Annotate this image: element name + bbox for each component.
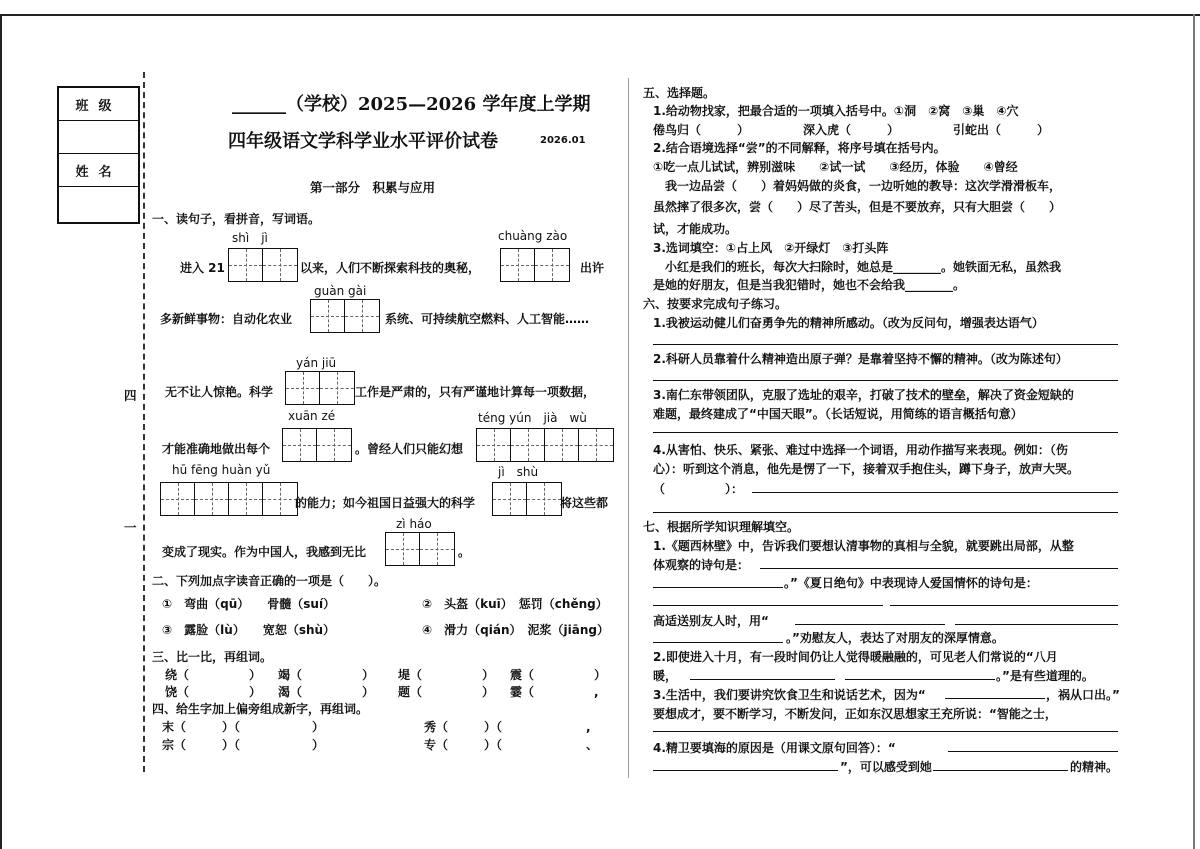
exam-title-line2: 四年级语文学科学业水平评价试卷 xyxy=(228,131,498,152)
exam-title-line1: ______（学校）2025—2026 学年度上学期 xyxy=(232,94,591,115)
answer-line[interactable] xyxy=(653,344,1118,345)
q2-option-1[interactable]: ① 弯曲（qū） 骨髓（suí） xyxy=(162,597,336,611)
q5-line: 试，才能成功。 xyxy=(653,222,738,236)
answer-line[interactable] xyxy=(653,587,783,588)
q3-item[interactable]: 震（ ） xyxy=(510,668,607,682)
q5-line: 3.选词填空：①占上风 ②开绿灯 ③打头阵 xyxy=(653,241,889,255)
name-field[interactable] xyxy=(59,187,138,219)
q7-line: ，祸从口出。” xyxy=(1046,688,1120,702)
q5-line[interactable]: 我一边品尝（ ）着妈妈做的炎食，一边听她的教导：这次学滑滑板车， xyxy=(653,179,1062,193)
pinyin-5: xuān zé xyxy=(288,409,336,423)
q7-line: 体观察的诗句是： xyxy=(653,558,750,572)
q1-s6a: 变成了现实。作为中国人，我感到无比 xyxy=(162,545,367,559)
q6-line[interactable]: （ ）： xyxy=(653,482,744,496)
binding-line xyxy=(143,72,145,772)
top-border xyxy=(0,14,1200,16)
student-info-box xyxy=(57,86,140,224)
q7-line: 。”劝慰友人，表达了对朋友的深厚情意。 xyxy=(786,631,1004,645)
q6-line: 3.南仁东带领团队，克服了选址的艰辛，打破了技术的壁垒，解决了资金短缺的 xyxy=(653,388,1074,402)
answer-line[interactable] xyxy=(890,605,1118,606)
q2-option-4[interactable]: ④ 滑力（qián） 泥浆（jiāng） xyxy=(422,623,609,637)
q6-line: 4.从害怕、快乐、紧张、难过中选择一个词语，用动作描写来表现。例如：（伤 xyxy=(653,443,1068,457)
pinyin-4: yán jiū xyxy=(296,356,337,370)
answer-line[interactable] xyxy=(933,770,1068,771)
pinyin-7: hū fēng huàn yǔ xyxy=(172,463,271,477)
grid-jishu[interactable] xyxy=(492,482,562,516)
q2-title: 二、下列加点字读音正确的一项是（ ）。 xyxy=(152,574,387,588)
answer-line[interactable] xyxy=(653,642,783,643)
q1-s4b: 。曾经人们只能幻想 xyxy=(355,442,464,456)
q1-s1b: 以来，人们不断探索科技的奥秘， xyxy=(300,261,481,275)
grid-shiji[interactable] xyxy=(228,248,298,282)
q7-line: 高适送别友人时，用“ xyxy=(653,614,769,628)
q1-s4a: 才能准确地做出每个 xyxy=(162,442,271,456)
q7-line: ”，可以感受到她 xyxy=(840,760,932,774)
grid-yanjiu[interactable] xyxy=(285,371,355,405)
q1-s1a: 进入 21 xyxy=(180,261,225,275)
q6-line: 难题，最终建成了“中国天眼”。（长话短说，用简练的语言概括句意） xyxy=(653,407,1023,421)
grid-xuanze[interactable] xyxy=(282,428,352,462)
grid-tengyunjiawu[interactable] xyxy=(476,428,614,462)
q4-title: 四、给生字加上偏旁组成新字，再组词。 xyxy=(152,702,369,716)
answer-line[interactable] xyxy=(653,731,1118,732)
q4-item[interactable]: 末（ ）（ ） xyxy=(162,720,325,734)
answer-line[interactable] xyxy=(955,624,1118,625)
q5-line: 2.结合语境选择“尝”的不同解释，将序号填在括号内。 xyxy=(653,141,946,155)
q2-option-3[interactable]: ③ 露脸（lù） 宽恕（shù） xyxy=(162,623,336,637)
q3-item[interactable]: 饶（ ） xyxy=(165,685,262,699)
exam-date: 2026.01 xyxy=(540,135,586,146)
q1-s3b: 工作是严肃的，只有严谨地计算每一项数据， xyxy=(355,385,596,399)
pinyin-8: jì shù xyxy=(498,465,539,479)
q6-title: 六、按要求完成句子练习。 xyxy=(643,297,788,311)
pinyin-3: guàn gài xyxy=(314,284,367,298)
pinyin-2: chuàng zào xyxy=(498,229,568,243)
q3-item[interactable]: 渴（ ） xyxy=(278,685,375,699)
q7-title: 七、根据所学知识理解填空。 xyxy=(643,520,800,534)
q5-line[interactable]: 是她的好朋友，但是当我犯错时，她也不会给我________。 xyxy=(653,278,966,292)
pinyin-6: téng yún jià wù xyxy=(478,411,587,425)
q2-option-2[interactable]: ② 头盔（kuī） 惩罚（chěng） xyxy=(422,597,608,611)
q5-line[interactable]: 小红是我们的班长，每次大扫除时，她总是________。她铁面无私，虽然我 xyxy=(653,260,1062,274)
answer-line[interactable] xyxy=(653,770,838,771)
q3-item[interactable]: 绕（ ） xyxy=(165,668,262,682)
q7-line: 2.即使进入十月，有一段时间仍让人觉得暖融融的，可见老人们常说的“八月 xyxy=(653,650,1058,664)
answer-line[interactable] xyxy=(752,492,1118,493)
q6-line: 2.科研人员靠着什么精神造出原子弹？是靠着坚持不懈的精神。（改为陈述句） xyxy=(653,352,1068,366)
answer-line[interactable] xyxy=(945,698,1045,699)
answer-line[interactable] xyxy=(653,380,1118,381)
q3-item[interactable]: 霎（ , xyxy=(510,685,599,699)
q5-line[interactable]: 倦鸟归（ ） 深入虎（ ） 引蛇出（ ） xyxy=(653,123,1050,137)
column-divider xyxy=(628,78,629,778)
q1-s2b: 系统、可持续航空燃料、人工智能…… xyxy=(385,312,590,326)
q4-item[interactable]: 宗（ ）（ ） xyxy=(162,738,325,752)
q1-s5a: 的能力；如今祖国日益强大的科学 xyxy=(295,496,476,510)
q7-line: 暖， xyxy=(653,669,678,683)
q7-line: 。”是有些道理的。 xyxy=(996,669,1094,683)
q5-line[interactable]: 虽然摔了很多次，尝（ ）尽了苦头，但是不要放弃，只有大胆尝（ ） xyxy=(653,200,1062,214)
q1-title: 一、读句子，看拼音，写词语。 xyxy=(152,212,321,226)
q7-line: 要想成才，要不断学习，不断发问，正如东汉思想家王充所说：“智能之士， xyxy=(653,707,1057,721)
q5-title: 五、选择题。 xyxy=(643,86,716,100)
q3-item[interactable]: 题（ ） xyxy=(398,685,495,699)
pinyin-9: zì háo xyxy=(396,517,432,531)
q7-line: 3.生活中，我们要讲究饮食卫生和说话艺术，因为“ xyxy=(653,688,926,702)
answer-line[interactable] xyxy=(760,568,1118,569)
grid-guangai[interactable] xyxy=(310,299,380,333)
q4-item[interactable]: 专（ ）（ 、 xyxy=(424,738,599,752)
q1-s6b: 。 xyxy=(458,545,471,559)
q3-item[interactable]: 竭（ ） xyxy=(278,668,375,682)
name-label: 姓名 xyxy=(59,154,138,187)
q1-s2a: 多新鲜事物：自动化农业 xyxy=(160,312,293,326)
grid-hufenghuanyu[interactable] xyxy=(160,482,298,516)
q6-line: 1.我被运动健儿们奋勇争先的精神所感动。（改为反问句，增强表达语气） xyxy=(653,316,1044,330)
q7-line: 1.《题西林壁》中，告诉我们要想认清事物的真相与全貌，就要跳出局部，从整 xyxy=(653,539,1074,553)
grid-chuangzao[interactable] xyxy=(500,248,570,282)
q7-line: 4.精卫要填海的原因是（用课文原句回答）：“ xyxy=(653,741,896,755)
margin-mark-1: 四 xyxy=(124,388,137,403)
q1-s3a: 无不让人惊艳。科学 xyxy=(165,385,274,399)
grid-zihao[interactable] xyxy=(385,532,455,566)
q1-s1c: 出许 xyxy=(580,261,605,275)
q3-item[interactable]: 堤（ ） xyxy=(398,668,495,682)
answer-line[interactable] xyxy=(845,679,995,680)
q4-item[interactable]: 秀（ ）（ , xyxy=(424,720,591,734)
q5-line: ①吃一点儿试试，辨别滋味 ②试一试 ③经历，体验 ④曾经 xyxy=(653,160,1018,174)
margin-mark-2: 一 xyxy=(124,520,137,535)
right-border xyxy=(1193,14,1195,849)
q6-line: 心）：听到这个消息，他先是愣了一下，接着双手抱住头，蹲下身子，放声大哭。 xyxy=(653,462,1080,476)
left-border xyxy=(0,14,2,849)
answer-line[interactable] xyxy=(795,624,945,625)
q3-title: 三、比一比，再组词。 xyxy=(152,650,273,664)
answer-line[interactable] xyxy=(653,512,1118,513)
q7-line: 的精神。 xyxy=(1070,760,1119,774)
answer-line[interactable] xyxy=(948,751,1118,752)
answer-line[interactable] xyxy=(653,605,883,606)
q5-line: 1.给动物找家，把最合适的一项填入括号中。①洞 ②窝 ③巢 ④穴 xyxy=(653,104,1019,118)
q1-s5b: 将这些都 xyxy=(560,496,609,510)
pinyin-1: shì jì xyxy=(232,231,268,245)
part-title: 第一部分 积累与应用 xyxy=(310,180,436,195)
class-label: 班级 xyxy=(59,88,138,121)
answer-line[interactable] xyxy=(690,679,835,680)
answer-line[interactable] xyxy=(653,432,1118,433)
q7-line: 。”《夏日绝句》中表现诗人爱国情怀的诗句是： xyxy=(784,576,1038,590)
class-field[interactable] xyxy=(59,121,138,154)
